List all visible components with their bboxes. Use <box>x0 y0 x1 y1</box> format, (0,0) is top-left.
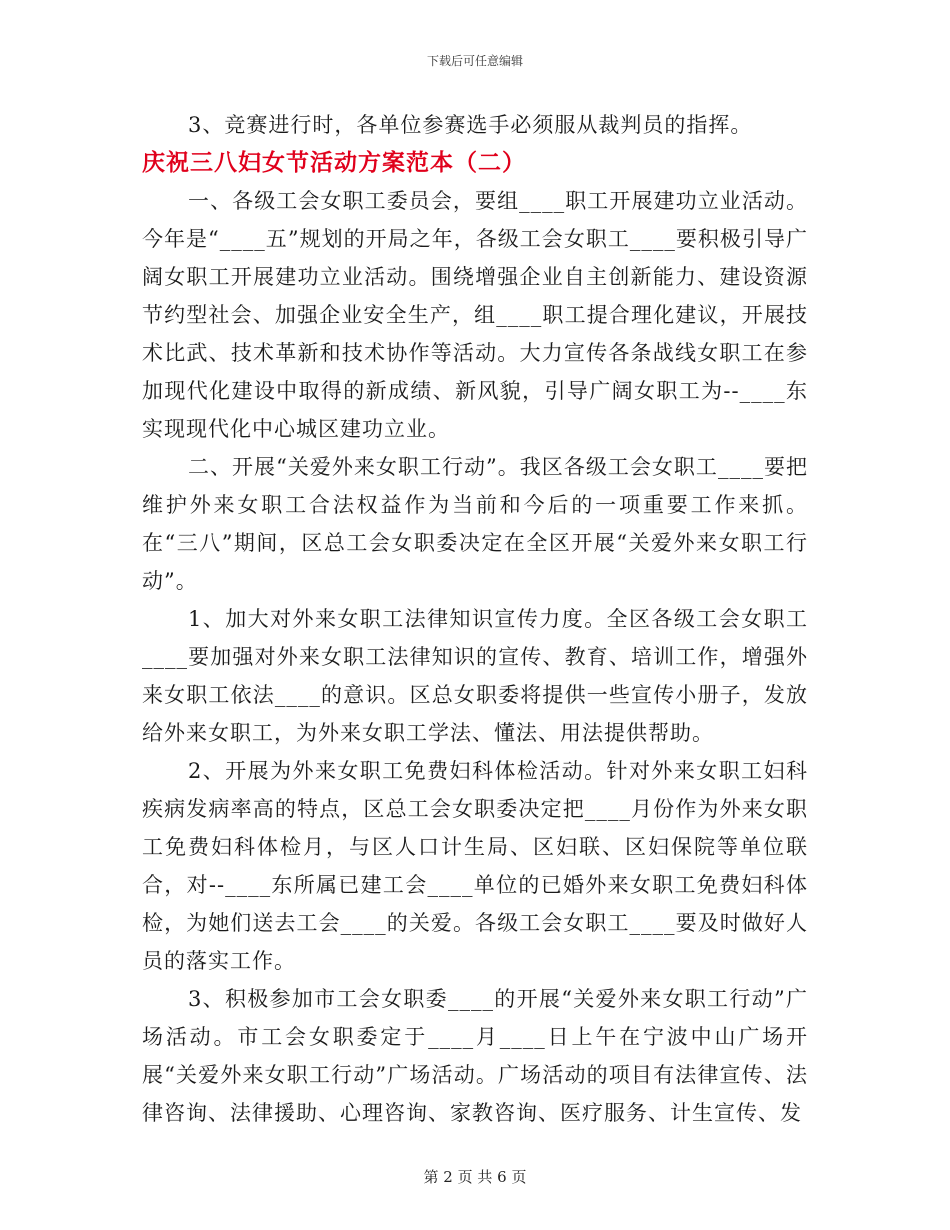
page-number: 第 2 页 共 6 页 <box>423 1168 527 1186</box>
document-body <box>142 106 808 1132</box>
paragraph-2: 二、开展“关爱外来女职工行动”。我区各级工会女职工____要把维护外来女职工合法权益作为当前和今后的一项重要工作来抓。在“三八”期间，区总工会女职委决定在全区开展“关爱外来女职工行动”。 <box>142 455 808 593</box>
header-note: 下载后可任意编辑 <box>426 54 523 68</box>
paragraph-1: 一、各级工会女职工委员会，要组____职工开展建功立业活动。今年是“____五”规划的开局之年，各级工会女职工____要积极引导广阔女职工开展建功立业活动。围绕增强企业自主创新能力、建设资源节约型社会、加强企业安全生产，组____职工提合理化建议，开展技术比武、技术革新和技术协作等活动。大力宣传各条战线女职工在参加现代化建设中取得的新成绩、新风貌，引导广阔女职工为--____东实现现代化中心城区建功立业。 <box>142 189 808 441</box>
paragraph-3: 1、加大对外来女职工法律知识宣传力度。全区各级工会女职工____要加强对外来女职工法律知识的宣传、教育、培训工作，增强外来女职工依法____的意识。区总女职委将提供一些宣传小册子，发放给外来女职工，为外来女职工学法、懂法、用法提供帮助。 <box>142 607 808 745</box>
paragraph-item3-prev: 3、竞赛进行时，各单位参赛选手必须服从裁判员的指挥。 <box>188 113 753 137</box>
section-title: 庆祝三八妇女节活动方案范本（二） <box>142 149 526 176</box>
paragraph-4: 2、开展为外来女职工免费妇科体检活动。针对外来女职工妇科疾病发病率高的特点，区总工会女职委决定把____月份作为外来女职工免费妇科体检月，与区人口计生局、区妇联、区妇保院等单位联合，对--____东所属已建工会____单位的已婚外来女职工免费妇科体检，为她们送去工会____的关爱。各级工会女职工____要及时做好人员的落实工作。 <box>142 759 808 973</box>
paragraph-5: 3、积极参加市工会女职委____的开展“关爱外来女职工行动”广场活动。市工会女职委定于____月____日上午在宁波中山广场开展“关爱外来女职工行动”广场活动。广场活动的项目有法律宣传、法律咨询、法律援助、心理咨询、家教咨询、医疗服务、计生宣传、发 <box>142 987 808 1125</box>
